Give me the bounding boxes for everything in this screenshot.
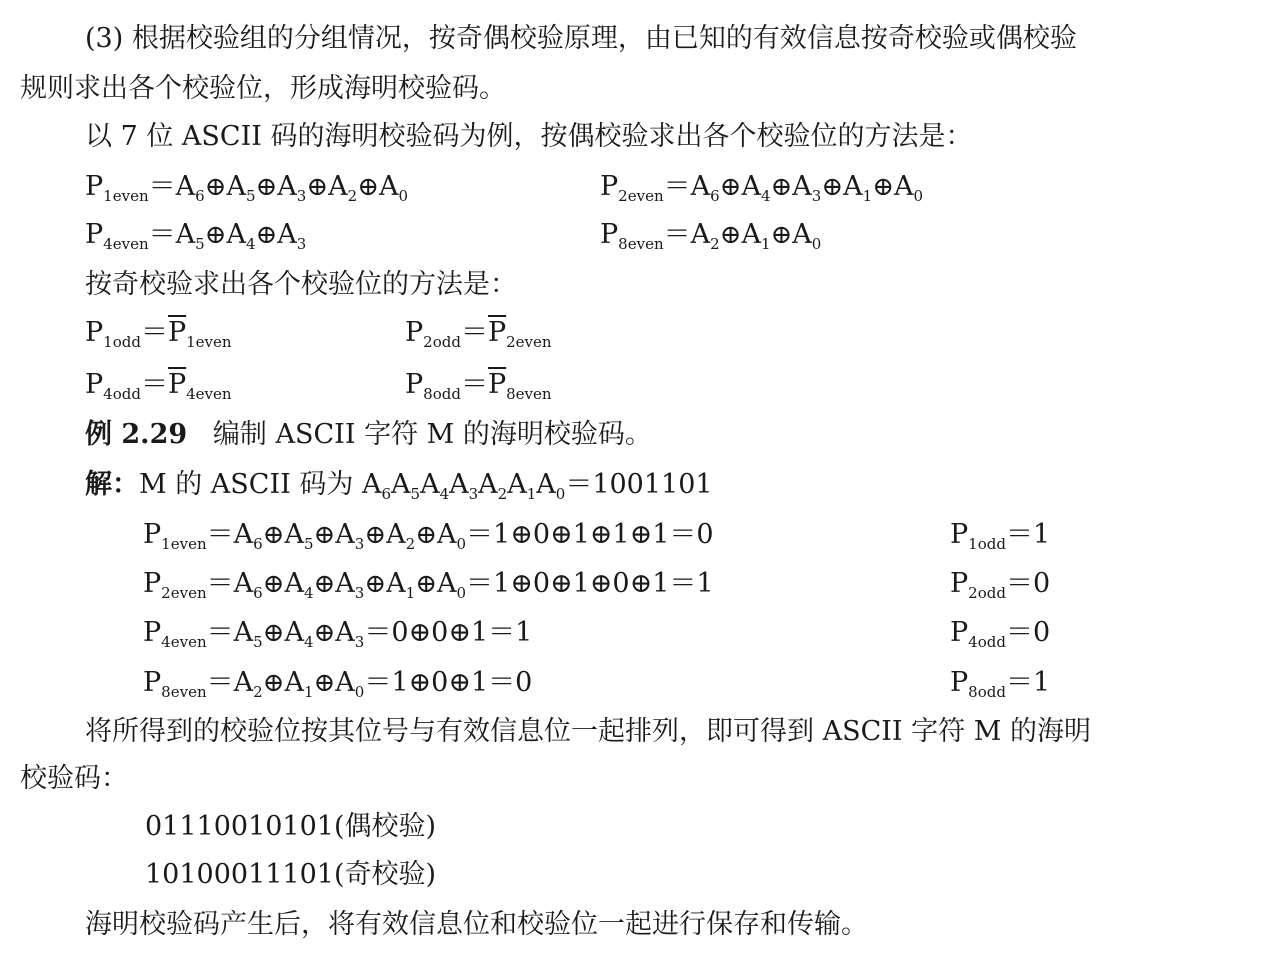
example-desc: 编制 ASCII 字符 M 的海明校验码。 <box>212 419 652 450</box>
formula-p4even: $P_{4even}=A_5\oplus A_4\oplus A_3$ <box>85 219 307 253</box>
formula-p4odd: $P_{4odd}=\overline{P}_{4even}$ <box>85 369 232 403</box>
calc-p4odd: $P_{4odd}=0$ <box>950 617 1051 651</box>
calc-p1odd: $P_{1odd}=1$ <box>950 519 1051 553</box>
formula-p1even: $P_{1even}=A_6\oplus A_5\oplus A_3\oplus A_2\oplus A_0$ <box>85 171 409 205</box>
formula-p8odd: $P_{8odd}=\overline{P}_{8even}$ <box>405 369 552 403</box>
calc-p8even: $P_{8even}=A_2\oplus A_1\oplus A_0=1\oplus 0\oplus 1=0$ <box>143 667 533 701</box>
solution-line: 解：M 的 ASCII 码为 $A_6A_5A_4A_3A_2A_1A_0=1001101$ <box>85 469 713 503</box>
even-intro: 以 7 位 ASCII 码的海明校验码为例，按偶校验求出各个校验位的方法是： <box>85 121 973 152</box>
code-even: 01110010101(偶校验) <box>145 811 437 842</box>
solution-label: 解： <box>85 469 139 500</box>
para3-line2: 规则求出各个校验位，形成海明校验码。 <box>20 73 506 104</box>
arrange-line2: 校验码： <box>20 763 128 794</box>
example-heading <box>85 418 652 452</box>
code-odd: 10100011101(奇校验) <box>145 859 437 890</box>
example-title: 例 2.29 <box>85 419 188 450</box>
calc-p8odd: $P_{8odd}=1$ <box>950 667 1051 701</box>
closing-text: 海明校验码产生后，将有效信息位和校验位一起进行保存和传输。 <box>85 909 868 940</box>
para3-line1: (3) 根据校验组的分组情况，按奇偶校验原理，由已知的有效信息按奇校验或偶校验 <box>85 23 1077 54</box>
formula-p2odd: $P_{2odd}=\overline{P}_{2even}$ <box>405 317 552 351</box>
ascii-value: 1001101 <box>592 469 713 500</box>
calc-p1even: $P_{1even}=A_6\oplus A_5\oplus A_3\oplus A_2\oplus A_0=1\oplus 0\oplus 1\oplus 1\oplus 1=0$ <box>143 519 714 553</box>
calc-p4even: $P_{4even}=A_5\oplus A_4\oplus A_3=0\oplus 0\oplus 1=1$ <box>143 617 533 651</box>
calc-p2odd: $P_{2odd}=0$ <box>950 568 1051 602</box>
formula-p2even: $P_{2even}=A_6\oplus A_4\oplus A_3\oplus A_1\oplus A_0$ <box>600 171 924 205</box>
odd-intro: 按奇校验求出各个校验位的方法是： <box>85 269 517 300</box>
arrange-line1: 将所得到的校验位按其位号与有效信息位一起排列，即可得到 ASCII 字符 M 的海明 <box>85 716 1091 747</box>
formula-p8even: $P_{8even}=A_2\oplus A_1\oplus A_0$ <box>600 219 822 253</box>
formula-p1odd: $P_{1odd}=\overline{P}_{1even}$ <box>85 317 232 351</box>
calc-p2even: $P_{2even}=A_6\oplus A_4\oplus A_3\oplus A_1\oplus A_0=1\oplus 0\oplus 1\oplus 0\oplus 1=1$ <box>143 568 714 602</box>
